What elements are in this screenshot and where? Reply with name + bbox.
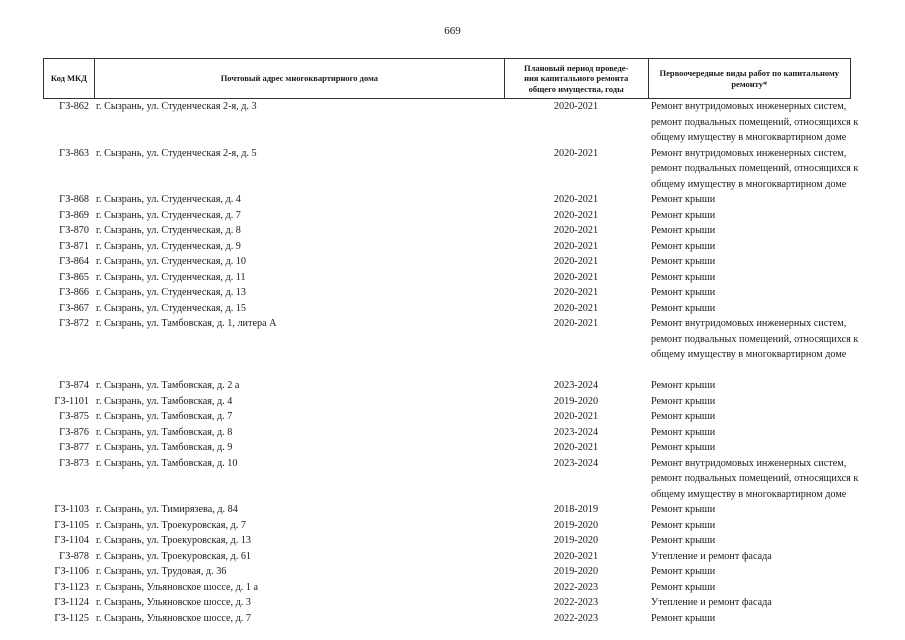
mkd-code: ГЗ-876: [59, 426, 89, 438]
priority-works: [648, 99, 859, 146]
works-line: общему имуществу в многоквартирном доме: [651, 178, 847, 190]
planned-period: 2020-2021: [553, 287, 599, 298]
priority-works: [648, 580, 851, 596]
mkd-code: ГЗ-872: [59, 318, 89, 329]
table-row: [43, 223, 851, 239]
priority-works: [648, 425, 851, 441]
postal-address: г. Сызрань, ул. Тамбовская, д. 2 а: [96, 380, 240, 391]
priority-works: [648, 223, 851, 239]
works-line: Ремонт крыши: [651, 194, 716, 205]
works-line: Ремонт крыши: [651, 411, 716, 422]
planned-period: 2020-2021: [553, 225, 599, 236]
planned-period: 2019-2020: [553, 395, 599, 407]
postal-address: г. Сызрань, ул. Тамбовская, д. 10: [96, 457, 238, 469]
planned-period: 2023-2024: [553, 457, 599, 469]
table-row: [43, 394, 851, 410]
mkd-code: ГЗ-1101: [54, 395, 89, 407]
table-row: [43, 285, 851, 301]
header-works-line: Первоочередные виды работ по капитальному: [659, 67, 840, 78]
postal-address: г. Сызрань, Ульяновское шоссе, д. 1 а: [96, 581, 259, 593]
works-line: Ремонт крыши: [651, 566, 716, 577]
planned-period: 2020-2021: [553, 550, 599, 562]
table-row: [43, 456, 859, 503]
postal-address: г. Сызрань, ул. Троекуровская, д. 7: [96, 519, 246, 531]
works-line: Ремонт внутридомовых инженерных систем,: [651, 318, 847, 329]
postal-address: г. Сызрань, ул. Тамбовская, д. 1, литера А: [96, 318, 277, 329]
mkd-code: ГЗ-873: [59, 457, 89, 469]
planned-period: 2020-2021: [553, 147, 599, 159]
works-line: ремонт подвальных помещений, относящихся к: [651, 333, 859, 345]
works-line: Ремонт крыши: [651, 287, 716, 298]
postal-address: г. Сызрань, ул. Студенческая, д. 9: [96, 240, 241, 252]
table-row: [43, 378, 851, 394]
planned-period: 2020-2021: [553, 194, 599, 205]
planned-period: 2020-2021: [553, 411, 599, 422]
priority-works: [648, 254, 851, 270]
mkd-code: ГЗ-867: [59, 302, 89, 314]
works-line: Ремонт внутридомовых инженерных систем,: [651, 457, 847, 469]
planned-period: 2020-2021: [553, 209, 599, 221]
postal-address: г. Сызрань, ул. Тимирязева, д. 84: [96, 504, 238, 515]
table-row: [43, 595, 851, 611]
page-number: 669: [444, 25, 461, 37]
works-line: Ремонт крыши: [651, 240, 716, 252]
mkd-code: ГЗ-870: [59, 225, 89, 236]
planned-period: 2020-2021: [553, 101, 599, 112]
planned-period: 2020-2021: [553, 318, 599, 329]
priority-works: [648, 239, 851, 255]
works-line: Ремонт крыши: [651, 380, 716, 391]
postal-address: г. Сызрань, ул. Студенческая, д. 8: [96, 225, 241, 236]
mkd-code: ГЗ-1124: [54, 597, 89, 608]
table-row: [43, 564, 851, 580]
planned-period: 2019-2020: [553, 566, 599, 577]
planned-period: 2018-2019: [553, 504, 599, 515]
mkd-code: ГЗ-1104: [54, 535, 89, 546]
planned-period: 2020-2021: [553, 256, 599, 267]
postal-address: г. Сызрань, ул. Тамбовская, д. 7: [96, 411, 233, 422]
priority-works: [648, 564, 851, 580]
table-row: [43, 316, 859, 378]
works-line: ремонт подвальных помещений, относящихся к: [651, 163, 859, 174]
mkd-code: ГЗ-878: [59, 550, 89, 562]
postal-address: г. Сызрань, ул. Студенческая, д. 4: [96, 194, 241, 205]
works-line: Ремонт крыши: [651, 519, 716, 531]
table-row: [43, 270, 851, 286]
postal-address: г. Сызрань, ул. Студенческая, д. 11: [96, 271, 246, 283]
table-body: [43, 99, 859, 626]
priority-works: [648, 456, 859, 503]
postal-address: г. Сызрань, ул. Троекуровская, д. 61: [96, 550, 252, 562]
priority-works: [648, 409, 851, 425]
mkd-code: ГЗ-1125: [54, 612, 89, 624]
planned-period: 2020-2021: [553, 240, 599, 252]
planned-period: 2022-2023: [553, 581, 599, 593]
header-period-line: ния капитального ремонта: [524, 73, 629, 84]
works-line: Утепление и ремонт фасада: [651, 597, 772, 608]
table-row: [43, 208, 851, 224]
priority-works: [648, 316, 859, 378]
mkd-code: ГЗ-1103: [54, 504, 89, 515]
mkd-code: ГЗ-874: [59, 380, 89, 391]
priority-works: [648, 595, 851, 611]
planned-period: 2022-2023: [553, 612, 599, 624]
works-line: Ремонт крыши: [651, 225, 716, 236]
works-line: Ремонт крыши: [651, 504, 716, 515]
postal-address: г. Сызрань, ул. Троекуровская, д. 13: [96, 535, 252, 546]
table-row: [43, 301, 851, 317]
works-line: Ремонт крыши: [651, 426, 716, 438]
table-row: [43, 611, 851, 627]
priority-works: [648, 378, 851, 394]
works-line: Ремонт крыши: [651, 442, 716, 453]
works-line: Ремонт крыши: [651, 271, 716, 283]
table-row: [43, 146, 859, 193]
postal-address: г. Сызрань, Ульяновское шоссе, д. 3: [96, 597, 251, 608]
planned-period: 2020-2021: [553, 271, 599, 283]
table-row: [43, 192, 851, 208]
table-row: [43, 518, 851, 534]
works-line: Утепление и ремонт фасада: [651, 550, 772, 562]
table-row: [43, 502, 851, 518]
table-row: [43, 549, 851, 565]
mkd-code: ГЗ-864: [59, 256, 89, 267]
works-line: Ремонт внутридомовых инженерных систем,: [651, 147, 847, 159]
postal-address: г. Сызрань, ул. Тамбовская, д. 9: [96, 442, 233, 453]
works-line: общему имуществу в многоквартирном доме: [651, 349, 847, 360]
mkd-code: ГЗ-875: [59, 411, 89, 422]
mkd-code: ГЗ-877: [59, 442, 89, 453]
works-line: ремонт подвальных помещений, относящихся к: [651, 473, 859, 484]
postal-address: г. Сызрань, ул. Тамбовская, д. 8: [96, 426, 233, 438]
works-line: Ремонт внутридомовых инженерных систем,: [651, 101, 847, 112]
header-period-line: Плановый период проведе-: [524, 62, 629, 73]
postal-address: г. Сызрань, ул. Тамбовская, д. 4: [96, 395, 233, 407]
table-row: [43, 580, 851, 596]
table-row: [43, 533, 851, 549]
priority-works: [648, 285, 851, 301]
table-row: [43, 99, 859, 146]
mkd-code: ГЗ-871: [59, 240, 89, 252]
priority-works: [648, 549, 851, 565]
table-row: [43, 254, 851, 270]
mkd-code: ГЗ-1123: [54, 581, 89, 593]
table-row: [43, 425, 851, 441]
mkd-code: ГЗ-868: [59, 194, 89, 205]
repair-table: [43, 58, 859, 626]
postal-address: г. Сызрань, ул. Трудовая, д. 36: [96, 566, 227, 577]
works-line: Ремонт крыши: [651, 256, 716, 267]
priority-works: [648, 502, 851, 518]
works-line: Ремонт крыши: [651, 302, 716, 314]
table-row: [43, 239, 851, 255]
planned-period: 2020-2021: [553, 442, 599, 453]
works-line: [651, 363, 851, 379]
header-works-line: ремонту*: [731, 78, 768, 89]
postal-address: г. Сызрань, ул. Студенческая, д. 7: [96, 209, 241, 221]
mkd-code: ГЗ-862: [59, 101, 89, 112]
table-row: [43, 409, 851, 425]
planned-period: 2019-2020: [553, 519, 599, 531]
table-header: [43, 58, 851, 99]
works-line: Ремонт крыши: [651, 395, 716, 407]
planned-period: 2023-2024: [553, 426, 599, 438]
mkd-code: ГЗ-863: [59, 147, 89, 159]
priority-works: [648, 440, 851, 456]
postal-address: г. Сызрань, ул. Студенческая 2-я, д. 3: [96, 101, 257, 112]
priority-works: [648, 208, 851, 224]
priority-works: [648, 301, 851, 317]
works-line: ремонт подвальных помещений, относящихся к: [651, 116, 859, 128]
works-line: общему имуществу в многоквартирном доме: [651, 132, 847, 143]
postal-address: г. Сызрань, ул. Студенческая 2-я, д. 5: [96, 147, 257, 159]
postal-address: г. Сызрань, Ульяновское шоссе, д. 7: [96, 612, 251, 624]
header-works: [648, 59, 851, 98]
header-code: Код МКД: [50, 73, 88, 84]
postal-address: г. Сызрань, ул. Студенческая, д. 13: [96, 287, 246, 298]
priority-works: [648, 518, 851, 534]
planned-period: 2023-2024: [553, 380, 599, 391]
header-address: Почтовый адрес многоквартирного дома: [94, 59, 504, 98]
priority-works: [648, 270, 851, 286]
planned-period: 2019-2020: [553, 535, 599, 546]
table-row: [43, 440, 851, 456]
planned-period: 2022-2023: [553, 597, 599, 608]
works-line: общему имуществу в многоквартирном доме: [651, 488, 847, 500]
mkd-code: ГЗ-1105: [54, 519, 89, 531]
priority-works: [648, 192, 851, 208]
header-period: [504, 59, 648, 98]
works-line: Ремонт крыши: [651, 612, 716, 624]
works-line: Ремонт крыши: [651, 535, 716, 546]
works-line: Ремонт крыши: [651, 209, 716, 221]
mkd-code: ГЗ-869: [59, 209, 89, 221]
postal-address: г. Сызрань, ул. Студенческая, д. 10: [96, 256, 246, 267]
mkd-code: ГЗ-865: [59, 271, 89, 283]
priority-works: [648, 611, 851, 627]
mkd-code: ГЗ-866: [59, 287, 89, 298]
priority-works: [648, 146, 859, 193]
priority-works: [648, 533, 851, 549]
planned-period: 2020-2021: [553, 302, 599, 314]
header-period-line: общего имущества, годы: [528, 83, 624, 94]
mkd-code: ГЗ-1106: [54, 566, 89, 577]
works-line: Ремонт крыши: [651, 581, 716, 593]
postal-address: г. Сызрань, ул. Студенческая, д. 15: [96, 302, 246, 314]
priority-works: [648, 394, 851, 410]
